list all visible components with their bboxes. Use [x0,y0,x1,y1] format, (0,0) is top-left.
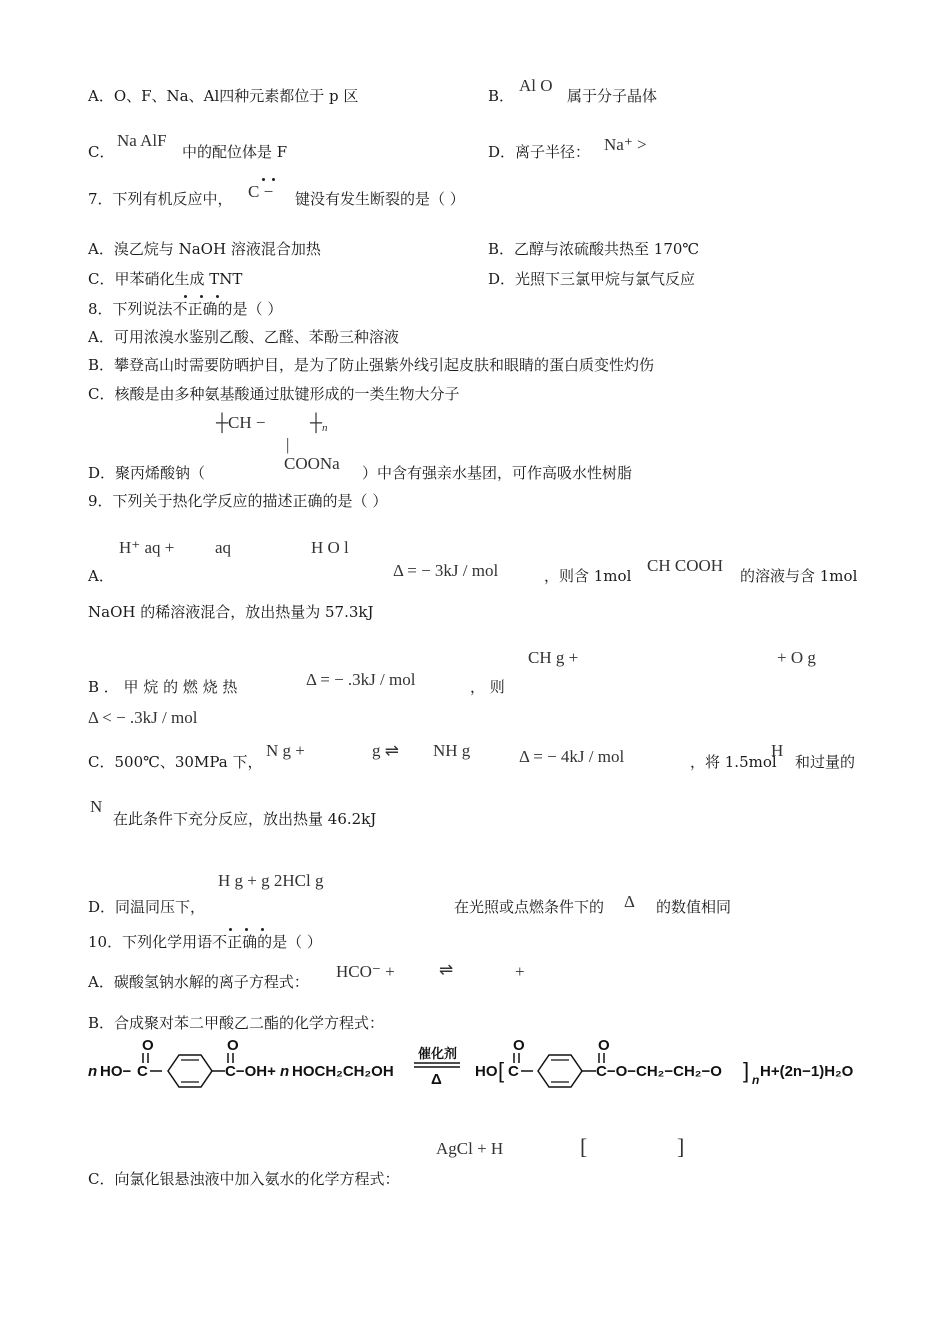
polymer-branch-line: | [286,435,290,454]
q9-stem: 9．下列关于热化学反应的描述正确的是（ ） [88,492,388,510]
q9-a-text-tail: 的溶液与含 1mol [740,567,858,585]
q10-a-equation-part2: ⇌ [439,960,454,979]
q6-option-b-formula: Al O [519,76,553,95]
q9-b-text-mid: ， 则 [470,678,505,696]
rxn-o1: O [142,1038,154,1054]
emphasis-dot [200,295,203,298]
q6-option-c-text: 中的配位体是 F [182,143,288,161]
rxn-heat: Δ [431,1071,442,1088]
complex-bracket-open: [ [580,1134,588,1159]
q9-a-text-mid: ，则含 1mol [544,567,632,585]
q9-a-equation-part3: H O l [311,538,349,557]
q6-option-a: A．O、F、Na、Al四种元素都位于 p 区 [88,87,359,105]
q7-option-d: D．光照下三氯甲烷与氯气反应 [488,270,696,288]
rxn-coef-n2: n [280,1063,290,1080]
rxn-product-tail: H+(2n−1)H₂O [760,1063,854,1080]
polymer-bracket-close: ┼ [310,413,323,432]
q9-a-equation-part2: aq [215,538,232,557]
q6-option-c-label: C． [88,143,115,161]
q9-c-text-mid: ，将 1.5mol [690,753,777,771]
q6-option-b-text: 属于分子晶体 [567,87,658,105]
q8-option-a: A．可用浓溴水鉴别乙酸、乙醛、苯酚三种溶液 [88,328,399,346]
rxn-coef-n1: n [88,1063,98,1080]
polymer-backbone: CH − [228,413,266,432]
q8-stem: 8．下列说法不正确的是（ ） [88,300,283,318]
rxn-ho: HO− [100,1063,132,1080]
q7-stem-suffix: 键没有发生断裂的是（ ） [295,190,465,208]
q10-a-equation-part3: + [515,962,525,981]
q9-c-h2-formula: H [771,741,784,760]
emphasis-dot [245,928,248,931]
q7-stem-prefix: 7．下列有机反应中， [88,190,233,208]
q9-option-c-label: C．500℃、30MPa 下， [88,753,263,771]
q8-option-b: B．攀登高山时需要防晒护目，是为了防止强紫外线引起皮肤和眼睛的蛋白质变性灼伤 [88,356,655,374]
emphasis-dot [262,178,265,181]
rxn-bracket-open: [ [498,1058,505,1083]
emphasis-dot [216,295,219,298]
q9-a-equation-part1: H⁺ aq + [119,538,175,557]
q8-option-c: C．核酸是由多种氨基酸通过肽键形成的一类生物大分子 [88,385,460,403]
q9-d-text-tail: 的数值相同 [656,898,732,916]
pet-synthesis-equation [88,1038,868,1098]
q9-c-equation-part1: N g + [266,741,305,760]
rxn-o3: O [513,1038,525,1054]
q7-option-a: A．溴乙烷与 NaOH 溶液混合加热 [88,240,321,258]
q6-option-d-label: D．离子半径： [488,143,591,161]
q9-b-enthalpy: Δ = − .3kJ / mol [306,670,416,689]
q6-option-b-label: B． [488,87,515,105]
rxn-o2: O [227,1038,239,1054]
q9-a-text-line2: NaOH 的稀溶液混合，放出热量为 57.3kJ [88,603,374,621]
q9-c-enthalpy: Δ = − 4kJ / mol [519,747,625,766]
polymer-side-group: COONa [284,454,340,473]
rxn-ester-chain: C−O−CH₂−CH₂−O [596,1063,722,1080]
rxn-catalyst: 催化剂 [418,1046,458,1061]
emphasis-dot [229,928,232,931]
rxn-bracket-close: ] [743,1058,750,1083]
q10-a-equation-part1: HCO⁻ + [336,962,395,981]
emphasis-dot [261,928,264,931]
q10-option-c: C．向氯化银悬浊液中加入氨水的化学方程式： [88,1170,400,1188]
q9-c-equation-part2: g ⇌ [372,741,399,760]
q7-option-b: B．乙醇与浓硫酸共热至 170℃ [488,240,700,258]
q10-stem: 10．下列化学用语不正确的是（ ） [88,933,322,951]
q9-option-a-label: A． [88,567,114,585]
q7-bond: C − [248,182,274,201]
q9-a-enthalpy: Δ = − 3kJ / mol [393,561,499,580]
rxn-subscript-n: n [752,1073,760,1087]
emphasis-dot [272,178,275,181]
q9-c-n2-formula: N [90,797,103,816]
q10-c-equation: AgCl + H [436,1139,504,1158]
q9-b-equation: CH g + [528,648,579,667]
polymer-bracket-open: ┼ [216,413,229,432]
q8-option-d-label: D．聚丙烯酸钠（ [88,464,206,482]
polymer-subscript: n [322,422,328,434]
q9-option-b-label: B ． 甲 烷 的 燃 烧 热 [88,678,238,696]
complex-bracket-close: ] [677,1134,685,1159]
q10-option-b: B．合成聚对苯二甲酸乙二酯的化学方程式： [88,1014,385,1032]
rxn-ho2: HO [475,1063,498,1080]
emphasis-dot [184,295,187,298]
rxn-cooh: C−OH+ [225,1063,276,1080]
q9-b-equation-tail: + O g [777,648,816,667]
rxn-glycol: HOCH₂CH₂OH [292,1063,394,1080]
q9-d-equation: H g + g 2HCl g [218,871,324,890]
q7-option-c: C．甲苯硝化生成 TNT [88,270,243,288]
rxn-o4: O [598,1038,610,1054]
q9-b-line2: Δ < − .3kJ / mol [88,708,198,727]
q6-option-c-formula: Na AlF [117,131,167,150]
rxn-carbonyl-c2: C [508,1063,519,1080]
q8-option-d-text: ）中含有强亲水基团，可作高吸水性树脂 [362,464,633,482]
q9-option-d-label: D．同温同压下， [88,898,206,916]
rxn-carbonyl-c1: C [137,1063,148,1080]
q9-d-enthalpy: Δ [624,892,635,911]
q9-d-text-mid: 在光照或点燃条件下的 [454,898,605,916]
q9-c-text-line2: 在此条件下充分反应，放出热量 46.2kJ [113,810,377,828]
q10-option-a-label: A．碳酸氢钠水解的离子方程式： [88,973,309,991]
q9-c-text-tail: 和过量的 [795,753,856,771]
q6-option-d-formula: Na⁺ > [604,135,647,154]
q9-c-equation-part3: NH g [433,741,471,760]
q9-a-acid-formula: CH COOH [647,556,724,575]
